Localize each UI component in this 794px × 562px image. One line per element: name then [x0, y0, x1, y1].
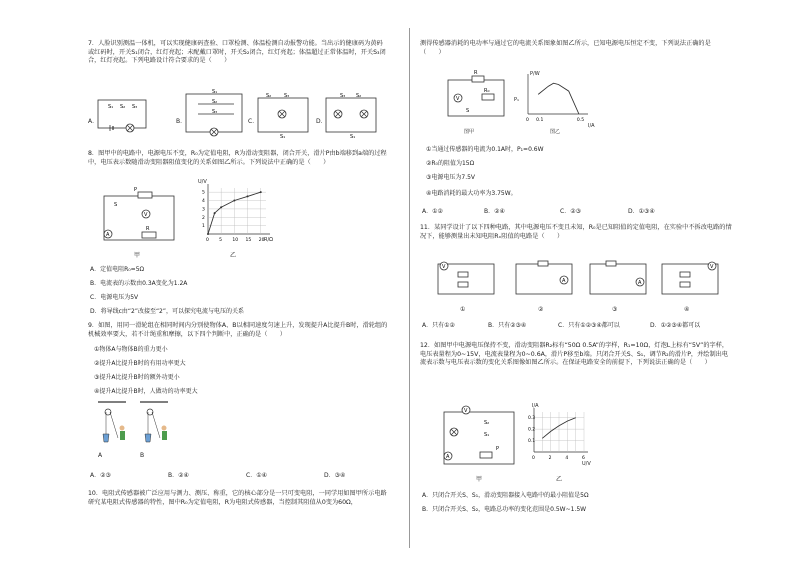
question-7-text: 7．人脸识别测温一体机，可以实现健康码查验、口罩检测、体温检测自动报警功能。当出示的健康码为黄码或红码时，开关S₁闭合，红灯亮起；未配戴口罩时，开关S₂闭合，红灯亮起；体温超过正常体温时，开关S₃闭合，红灯亮起。下列电路设计符合要求的是（ ）: [88, 40, 386, 65]
q10-option-a: A．①②: [422, 208, 443, 215]
q7-circuit-d: [324, 92, 380, 140]
q11-option-c: C．只有①②③④都可以: [558, 322, 620, 329]
svg-text:S₁: S₁: [484, 432, 490, 438]
q10-graph-ylabel: P/W: [530, 71, 540, 77]
svg-text:P: P: [134, 187, 138, 193]
svg-text:V: V: [710, 264, 714, 270]
x-tick-label: 0: [206, 238, 209, 243]
x-tick-label: 20: [258, 238, 265, 243]
q9-option-b: B．②④: [168, 472, 189, 479]
q10-option-c: C．②③: [560, 208, 581, 215]
y-tick-label: 0.2: [528, 427, 536, 433]
question-11-text: 11．某同学设计了以下四种电路，其中电源电压不变且未知，R₀是已知阻值的定值电阻，在实验中不拆改电路的情况下，能够测量出未知电阻Rₓ阻值的电路是（ ）: [420, 224, 732, 240]
q10-graph: [520, 74, 592, 124]
q9-option-d: D．③④: [324, 472, 346, 479]
svg-text:S₁: S₁: [108, 104, 114, 110]
q10-graph-xlabel: I/A: [588, 123, 595, 129]
q8-graph-ylabel: U/V: [198, 179, 207, 185]
q12-option-a: A．只闭合开关S、S₁，滑动变阻器接入电路中的最小阻值是5Ω: [422, 492, 589, 499]
q11-figure-label-3: ③: [612, 306, 618, 313]
svg-text:R: R: [474, 70, 478, 76]
data-point: [207, 233, 209, 235]
svg-text:S₃: S₃: [212, 109, 218, 115]
q12-option-b: B．只闭合开关S、S₂，电路总功率的变化范围是0.5W~1.5W: [422, 506, 587, 513]
question-10-continued-text: 测得传感器消耗的电功率与通过它的电流关系图象如图乙所示，已知电源电压恒定不变，下列说法正确的是（ ）: [420, 40, 711, 56]
svg-text:A: A: [562, 278, 566, 284]
q11-figure-label-4: ④: [684, 306, 690, 313]
svg-text:S₃: S₃: [340, 93, 346, 99]
q12-caption-yi: 乙: [556, 476, 563, 483]
svg-text:R₀: R₀: [484, 88, 490, 94]
q10-option-b: B．②④: [484, 208, 505, 215]
left-column: [88, 0, 400, 562]
svg-text:R: R: [146, 226, 150, 232]
svg-text:S₂: S₂: [356, 93, 362, 99]
x-tick-label: 10: [232, 238, 239, 243]
q8-graph-xlabel: R/Ω: [264, 237, 273, 243]
q8-caption-jia: 甲: [134, 252, 141, 259]
column-divider: [409, 28, 410, 548]
x-tick-label: 0: [526, 118, 529, 123]
q11-figure-label-2: ②: [538, 306, 544, 313]
data-point: [233, 200, 235, 202]
svg-text:V: V: [464, 408, 468, 414]
svg-text:S₁: S₁: [350, 134, 356, 140]
q7-option-b: B．: [176, 118, 187, 125]
data-point: [247, 195, 249, 197]
question-9-text: 9．如图，用同一滑轮组在相同时间内分别使物体A、B以相同速度匀速上升，发现提升A比提升B时，滑轮组的机械效率要大，若不计绳重和摩擦，以下四个判断中，正确的是（ ）: [88, 322, 388, 338]
q9-figure-label-b: B: [140, 452, 145, 459]
q8-caption-yi: 乙: [230, 252, 237, 259]
data-point: [220, 206, 222, 208]
q10-item-1: ①当通过传感器的电流为0.1A时，P₁=0.6W: [426, 146, 544, 153]
svg-text:V: V: [144, 212, 148, 218]
q11-option-d: D．①②③④都可以: [650, 322, 701, 329]
data-point: [260, 191, 262, 193]
q9-item-3: ③提升A比提升B时的额外功更小: [94, 374, 180, 381]
q12-caption-jia: 甲: [476, 476, 483, 483]
q8-option-b: B．电流表的示数由0.3A变化为1.2A: [90, 280, 188, 287]
q9-item-4: ④提升A比提升B时，人做功的功率更大: [94, 388, 198, 395]
x-tick-label: 0: [532, 456, 535, 461]
y-tick-label: 0.1: [528, 439, 536, 445]
x-tick-label: 6: [582, 456, 585, 461]
series-line: [538, 83, 579, 114]
q11-figure-label-1: ①: [460, 306, 466, 313]
y-tick-label: 3: [202, 207, 205, 213]
q11-circuit-3: [586, 258, 650, 298]
q7-option-d: D．: [316, 118, 327, 125]
svg-text:S₂: S₂: [266, 93, 272, 99]
q10-item-2: ②R₀的阻值为15Ω: [426, 160, 475, 167]
q7-circuit-c: [256, 92, 312, 140]
q11-option-b: B．只有②③④: [488, 322, 527, 329]
q11-option-a: A．只有①②: [422, 322, 455, 329]
question-10-text: 10．电阻式传感器被广泛应用与测力、测压、称重，它的核心部分是一只可变电阻，一同学用如图甲所示电路研究某电阻式传感器的特性，图中R₀为定值电阻，R为电阻式传感器，当控制其阻值从0变为60Ω，: [88, 490, 387, 506]
q10-caption-jia: 图甲: [464, 129, 475, 135]
svg-text:S₂: S₂: [120, 104, 126, 110]
q12-graph-xlabel: U/V: [582, 461, 591, 467]
question-12-text: 12．如图甲中电源电压保持不变，滑动变阻器R₂标有“50Ω 0.5A”的字样，R₁=10Ω，灯泡L上标有“5V”的字样，电压表量程为0~15V，电流表量程为0~0.6A，滑片P移至b端。只闭合开关S、S₁，调节R₂的滑片P，并绘制出电流表示数与电压表示数的变化关系图像如图乙所示。在保证电路安全的前提下，下列说法正确的是（ ）: [420, 342, 729, 367]
q12-graph-ylabel: I/A: [532, 403, 539, 409]
y-tick-label: 1: [202, 224, 205, 230]
q9-pulley-figure: [96, 398, 176, 450]
q10-item-4: ④电路消耗的最大功率为3.75W。: [426, 190, 517, 197]
svg-text:S₂: S₂: [484, 420, 490, 426]
svg-text:V: V: [442, 264, 446, 270]
svg-text:S₂: S₂: [212, 99, 218, 105]
svg-text:S: S: [466, 108, 470, 114]
data-point: [214, 212, 216, 214]
y-tick-label: 4: [202, 199, 205, 205]
y-tick-label: 5: [202, 190, 205, 196]
q10-caption-yi: 图乙: [550, 129, 561, 135]
q12-circuit: [440, 404, 520, 468]
svg-text:A: A: [638, 280, 642, 286]
svg-text:S₁: S₁: [212, 89, 218, 95]
svg-text:S: S: [114, 202, 118, 208]
q9-option-a: A．②③: [90, 472, 111, 479]
svg-text:S₃: S₃: [132, 104, 138, 110]
x-tick-label: 2: [548, 456, 552, 461]
q10-circuit: [444, 72, 510, 122]
svg-text:V: V: [456, 96, 460, 102]
q9-figure-label-a: A: [98, 452, 103, 459]
svg-text:S₃: S₃: [284, 93, 290, 99]
svg-text:P: P: [496, 446, 500, 452]
x-tick-label: 0.1: [536, 118, 544, 123]
q10-graph-p1-mark: P₁: [514, 97, 520, 103]
x-tick-label: 5: [219, 238, 223, 243]
q8-option-c: C．电源电压为5V: [90, 294, 139, 301]
y-tick-label: 2: [202, 215, 205, 221]
q9-item-2: ②提升A比提升B时的有用功率更大: [94, 360, 186, 367]
y-tick-label: 0.3: [528, 416, 536, 422]
right-column: [420, 0, 738, 562]
svg-text:S₁: S₁: [280, 134, 286, 140]
question-8-text: 8．图甲中的电路中，电源电压不变，R₀为定值电阻，R为滑动变阻器，闭合开关，滑片P由b端移到a端的过程中，电压表示数随滑动变阻器阻值变化的关系如图乙所示。下列说法中正确的是（ ）: [88, 150, 387, 166]
svg-text:A: A: [106, 232, 110, 238]
x-tick-label: 4: [565, 456, 569, 461]
q12-graph: [524, 406, 590, 464]
q7-circuit-b: [184, 90, 246, 136]
q11-circuit-4: [658, 258, 722, 298]
q7-option-a: A．: [88, 118, 99, 125]
q11-circuit-1: [434, 258, 498, 298]
svg-text:A: A: [446, 454, 450, 460]
q8-circuit: [100, 186, 180, 244]
q8-option-a: A．定值电阻R₀=5Ω: [90, 266, 145, 273]
q7-circuit-a: [96, 96, 148, 132]
q9-item-1: ①物体A与物体B的重力更小: [94, 346, 168, 353]
q9-option-c: C．①④: [246, 472, 267, 479]
q7-option-c: C．: [248, 118, 259, 125]
q8-graph: [198, 182, 270, 244]
q11-circuit-2: [512, 258, 576, 298]
q8-option-d: D．将导线c由“2”改接至“2”，可以探究电流与电压的关系: [90, 308, 244, 315]
x-tick-label: 0.5: [576, 118, 585, 123]
x-tick-label: 15: [245, 238, 252, 243]
q10-option-d: D．①③④: [628, 208, 655, 215]
q10-item-3: ③电源电压为7.5V: [426, 174, 476, 181]
